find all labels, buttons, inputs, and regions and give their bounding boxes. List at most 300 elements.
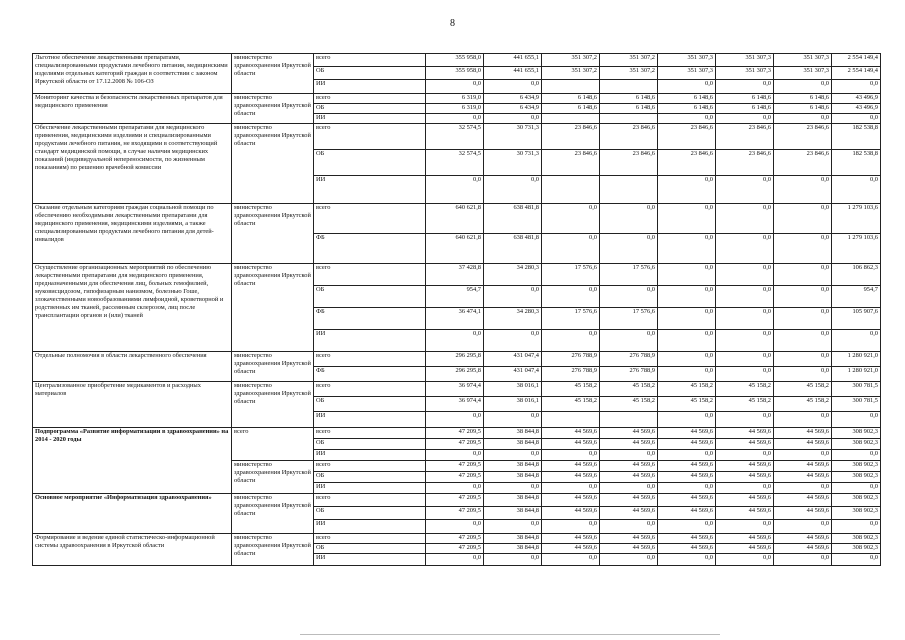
year-value-cell: 276 788,9 bbox=[542, 352, 600, 367]
year-value-cell: 0,0 bbox=[600, 520, 658, 534]
measure-name-cell: Отдельные полномочия в области лекарственного обеспечения bbox=[33, 352, 232, 382]
year-value-cell: 0,0 bbox=[716, 264, 774, 286]
year-value-cell: 0,0 bbox=[600, 330, 658, 352]
year-value-cell: 47 209,5 bbox=[426, 428, 484, 439]
year-value-cell: 17 576,6 bbox=[542, 308, 600, 330]
year-value-cell: 38 844,8 bbox=[484, 461, 542, 472]
measure-name-cell: Льготное обеспечение лекарственными препаратами, специализированными продуктами лечебного питания, медицинскими изделиями отдельных категорий граждан в соответствии с законом Иркутской области от 17.12.2008 № 106-ОЗ bbox=[33, 54, 232, 94]
year-value-cell: 44 569,6 bbox=[774, 507, 832, 520]
year-value-cell: 6 148,6 bbox=[658, 104, 716, 114]
year-value-cell: 0,0 bbox=[484, 80, 542, 94]
year-value-cell: 44 569,6 bbox=[716, 494, 774, 507]
year-value-cell: 0,0 bbox=[658, 520, 716, 534]
year-value-cell: 0,0 bbox=[716, 330, 774, 352]
year-value-cell: 38 844,8 bbox=[484, 544, 542, 554]
year-value-cell: 0,0 bbox=[716, 367, 774, 382]
year-value-cell: 45 158,2 bbox=[658, 382, 716, 397]
year-value-cell: 6 148,6 bbox=[600, 94, 658, 104]
year-value-cell: 431 047,4 bbox=[484, 367, 542, 382]
year-value-cell: 36 974,4 bbox=[426, 382, 484, 397]
year-value-cell: 47 209,5 bbox=[426, 461, 484, 472]
year-value-cell: 296 295,8 bbox=[426, 367, 484, 382]
table-row bbox=[33, 494, 881, 507]
funding-source-cell: ОБ bbox=[314, 507, 426, 520]
total-value-cell: 0,0 bbox=[832, 80, 881, 94]
total-value-cell: 0,0 bbox=[832, 450, 881, 461]
year-value-cell: 0,0 bbox=[426, 80, 484, 94]
year-value-cell: 38 844,8 bbox=[484, 507, 542, 520]
year-value-cell: 0,0 bbox=[716, 483, 774, 494]
total-value-cell: 1 280 921,0 bbox=[832, 367, 881, 382]
measure-name-cell: Оказание отдельным категориям граждан социальной помощи по обеспечению необходимыми лекарственными препаратами для медицинского применения, медицинскими изделиями, а также специализированными продуктами лечебного питания для детей-инвалидов bbox=[33, 204, 232, 264]
funding-source-cell: ОБ bbox=[314, 150, 426, 176]
total-value-cell: 0,0 bbox=[832, 176, 881, 204]
year-value-cell: 44 569,6 bbox=[716, 439, 774, 450]
year-value-cell bbox=[542, 176, 600, 204]
year-value-cell: 0,0 bbox=[600, 204, 658, 234]
year-value-cell: 0,0 bbox=[426, 412, 484, 428]
year-value-cell: 44 569,6 bbox=[658, 544, 716, 554]
funding-source-cell: всего bbox=[314, 461, 426, 472]
funding-source-cell: ФБ bbox=[314, 367, 426, 382]
year-value-cell bbox=[542, 412, 600, 428]
year-value-cell: 0,0 bbox=[600, 234, 658, 264]
year-value-cell: 44 569,6 bbox=[542, 472, 600, 483]
measure-name-cell: Подпрограмма «Развитие информатизации в здравоохранении» на 2014 - 2020 годы bbox=[33, 428, 232, 494]
year-value-cell: 638 481,8 bbox=[484, 234, 542, 264]
year-value-cell: 36 474,1 bbox=[426, 308, 484, 330]
year-value-cell: 0,0 bbox=[658, 264, 716, 286]
year-value-cell: 0,0 bbox=[484, 483, 542, 494]
year-value-cell: 0,0 bbox=[658, 352, 716, 367]
year-value-cell: 44 569,6 bbox=[716, 461, 774, 472]
year-value-cell: 0,0 bbox=[774, 286, 832, 308]
table-row bbox=[33, 534, 881, 544]
year-value-cell: 23 846,6 bbox=[658, 150, 716, 176]
year-value-cell: 44 569,6 bbox=[774, 428, 832, 439]
year-value-cell: 351 307,2 bbox=[542, 67, 600, 80]
total-value-cell: 1 279 103,6 bbox=[832, 234, 881, 264]
year-value-cell: 0,0 bbox=[774, 520, 832, 534]
year-value-cell bbox=[542, 114, 600, 124]
year-value-cell: 44 569,6 bbox=[774, 472, 832, 483]
year-value-cell: 45 158,2 bbox=[600, 382, 658, 397]
year-value-cell: 34 280,3 bbox=[484, 308, 542, 330]
year-value-cell: 32 574,5 bbox=[426, 124, 484, 150]
year-value-cell: 44 569,6 bbox=[600, 439, 658, 450]
executor-cell: министерство здравоохранения Иркутской области bbox=[232, 124, 314, 204]
total-value-cell: 43 496,9 bbox=[832, 94, 881, 104]
funding-source-cell: ОБ bbox=[314, 439, 426, 450]
year-value-cell: 0,0 bbox=[658, 450, 716, 461]
year-value-cell: 45 158,2 bbox=[542, 382, 600, 397]
year-value-cell: 44 569,6 bbox=[774, 534, 832, 544]
year-value-cell: 0,0 bbox=[658, 80, 716, 94]
year-value-cell: 44 569,6 bbox=[600, 507, 658, 520]
year-value-cell: 0,0 bbox=[774, 367, 832, 382]
year-value-cell: 45 158,2 bbox=[774, 397, 832, 412]
year-value-cell bbox=[600, 114, 658, 124]
measure-name-cell: Обеспечение лекарственными препаратами для медицинского применения, медицинскими изделиями и специализированными продуктами лечебного питания, не входящими в соответствующий стандарт медицинской помощи, в случае наличия медицинских показаний (индивидуальной непереносимости, по жизненным показаниям) по решению врачебной комиссии bbox=[33, 124, 232, 204]
year-value-cell: 32 574,5 bbox=[426, 150, 484, 176]
total-value-cell: 43 496,9 bbox=[832, 104, 881, 114]
total-value-cell: 308 902,3 bbox=[832, 461, 881, 472]
year-value-cell: 47 209,5 bbox=[426, 472, 484, 483]
executor-cell: министерство здравоохранения Иркутской области bbox=[232, 264, 314, 352]
total-value-cell: 1 280 921,0 bbox=[832, 352, 881, 367]
year-value-cell: 44 569,6 bbox=[542, 507, 600, 520]
year-value-cell: 44 569,6 bbox=[600, 461, 658, 472]
year-value-cell: 0,0 bbox=[716, 412, 774, 428]
funding-source-cell: ФБ bbox=[314, 308, 426, 330]
year-value-cell: 0,0 bbox=[484, 176, 542, 204]
total-value-cell: 308 902,3 bbox=[832, 534, 881, 544]
year-value-cell: 0,0 bbox=[426, 450, 484, 461]
year-value-cell: 0,0 bbox=[600, 483, 658, 494]
year-value-cell: 44 569,6 bbox=[542, 534, 600, 544]
year-value-cell: 355 958,0 bbox=[426, 54, 484, 67]
year-value-cell: 0,0 bbox=[716, 234, 774, 264]
year-value-cell: 0,0 bbox=[658, 204, 716, 234]
year-value-cell: 355 958,0 bbox=[426, 67, 484, 80]
year-value-cell: 47 209,5 bbox=[426, 544, 484, 554]
year-value-cell: 44 569,6 bbox=[600, 534, 658, 544]
total-value-cell: 300 781,5 bbox=[832, 382, 881, 397]
year-value-cell: 6 148,6 bbox=[716, 104, 774, 114]
total-value-cell: 105 907,6 bbox=[832, 308, 881, 330]
year-value-cell: 30 731,3 bbox=[484, 124, 542, 150]
funding-source-cell: ИИ bbox=[314, 114, 426, 124]
year-value-cell: 351 307,3 bbox=[774, 67, 832, 80]
funding-source-cell: ОБ bbox=[314, 397, 426, 412]
year-value-cell: 0,0 bbox=[774, 114, 832, 124]
year-value-cell: 0,0 bbox=[658, 286, 716, 308]
funding-source-cell: ИИ bbox=[314, 176, 426, 204]
year-value-cell: 44 569,6 bbox=[542, 439, 600, 450]
year-value-cell: 44 569,6 bbox=[542, 461, 600, 472]
year-value-cell: 6 148,6 bbox=[774, 104, 832, 114]
year-value-cell: 0,0 bbox=[542, 286, 600, 308]
year-value-cell: 38 016,1 bbox=[484, 382, 542, 397]
year-value-cell: 0,0 bbox=[774, 554, 832, 566]
year-value-cell: 6 434,9 bbox=[484, 104, 542, 114]
year-value-cell bbox=[600, 412, 658, 428]
year-value-cell: 44 569,6 bbox=[658, 494, 716, 507]
year-value-cell: 44 569,6 bbox=[774, 494, 832, 507]
total-value-cell: 0,0 bbox=[832, 114, 881, 124]
year-value-cell: 276 788,9 bbox=[542, 367, 600, 382]
measure-name-cell: Осуществление организационных мероприятий по обеспечению лекарственными препаратами для медицинского применения, предназначенными для обеспечения лиц, больных гемофилией, муковисцидозом, гипофизарным нанизмом, болезнью Гоше, злокачественными новообразованиями лимфоидной, кроветворной и родственных им тканей, рассеянным склерозом, лиц после трансплантации органов и (или) тканей bbox=[33, 264, 232, 352]
funding-source-cell: всего bbox=[314, 428, 426, 439]
year-value-cell: 0,0 bbox=[484, 554, 542, 566]
total-value-cell: 954,7 bbox=[832, 286, 881, 308]
year-value-cell: 441 655,1 bbox=[484, 67, 542, 80]
year-value-cell: 45 158,2 bbox=[774, 382, 832, 397]
year-value-cell: 30 731,3 bbox=[484, 150, 542, 176]
total-value-cell: 0,0 bbox=[832, 520, 881, 534]
year-value-cell: 44 569,6 bbox=[542, 428, 600, 439]
executor-cell: министерство здравоохранения Иркутской области bbox=[232, 54, 314, 94]
total-value-cell: 300 781,5 bbox=[832, 397, 881, 412]
year-value-cell: 0,0 bbox=[426, 176, 484, 204]
total-value-cell: 308 902,3 bbox=[832, 472, 881, 483]
year-value-cell: 47 209,5 bbox=[426, 507, 484, 520]
total-value-cell: 182 538,8 bbox=[832, 150, 881, 176]
measure-name-cell: Формирование и ведение единой статистическо-информационной системы здравоохранения в Иркутской области bbox=[33, 534, 232, 566]
year-value-cell: 0,0 bbox=[658, 367, 716, 382]
year-value-cell: 0,0 bbox=[716, 286, 774, 308]
year-value-cell: 0,0 bbox=[716, 450, 774, 461]
year-value-cell: 47 209,5 bbox=[426, 494, 484, 507]
budget-table bbox=[32, 53, 881, 566]
year-value-cell: 0,0 bbox=[658, 330, 716, 352]
funding-source-cell: ОБ bbox=[314, 104, 426, 114]
total-value-cell: 2 554 149,4 bbox=[832, 54, 881, 67]
funding-source-cell: ИИ bbox=[314, 80, 426, 94]
executor-cell: министерство здравоохранения Иркутской области bbox=[232, 352, 314, 382]
table-row bbox=[33, 382, 881, 397]
year-value-cell: 0,0 bbox=[658, 554, 716, 566]
funding-source-cell: ИИ bbox=[314, 554, 426, 566]
year-value-cell: 38 844,8 bbox=[484, 534, 542, 544]
table-row bbox=[33, 124, 881, 150]
total-value-cell: 0,0 bbox=[832, 412, 881, 428]
funding-source-cell: ИИ bbox=[314, 520, 426, 534]
year-value-cell: 351 307,2 bbox=[600, 67, 658, 80]
year-value-cell: 23 846,6 bbox=[716, 124, 774, 150]
table-row bbox=[33, 204, 881, 234]
year-value-cell: 23 846,6 bbox=[542, 124, 600, 150]
year-value-cell: 37 428,8 bbox=[426, 264, 484, 286]
year-value-cell: 45 158,2 bbox=[658, 397, 716, 412]
executor-cell: министерство здравоохранения Иркутской области bbox=[232, 382, 314, 428]
year-value-cell: 0,0 bbox=[542, 450, 600, 461]
year-value-cell: 0,0 bbox=[774, 308, 832, 330]
year-value-cell: 0,0 bbox=[774, 264, 832, 286]
executor-cell: министерство здравоохранения Иркутской области bbox=[232, 534, 314, 566]
year-value-cell: 23 846,6 bbox=[542, 150, 600, 176]
funding-source-cell: всего bbox=[314, 264, 426, 286]
year-value-cell: 0,0 bbox=[542, 330, 600, 352]
total-value-cell: 1 279 103,6 bbox=[832, 204, 881, 234]
funding-source-cell: ИИ bbox=[314, 483, 426, 494]
year-value-cell: 351 307,3 bbox=[716, 54, 774, 67]
year-value-cell: 44 569,6 bbox=[774, 439, 832, 450]
year-value-cell: 38 016,1 bbox=[484, 397, 542, 412]
year-value-cell: 0,0 bbox=[716, 308, 774, 330]
year-value-cell: 38 844,8 bbox=[484, 494, 542, 507]
year-value-cell: 44 569,6 bbox=[600, 494, 658, 507]
year-value-cell: 0,0 bbox=[426, 114, 484, 124]
executor-cell: министерство здравоохранения Иркутской области bbox=[232, 494, 314, 534]
funding-source-cell: всего bbox=[314, 382, 426, 397]
year-value-cell: 351 307,2 bbox=[600, 54, 658, 67]
year-value-cell: 0,0 bbox=[600, 554, 658, 566]
year-value-cell: 44 569,6 bbox=[658, 461, 716, 472]
year-value-cell: 44 569,6 bbox=[774, 544, 832, 554]
year-value-cell: 17 576,6 bbox=[542, 264, 600, 286]
year-value-cell: 0,0 bbox=[484, 114, 542, 124]
year-value-cell: 38 844,8 bbox=[484, 428, 542, 439]
table-body bbox=[33, 54, 881, 566]
year-value-cell: 0,0 bbox=[774, 176, 832, 204]
year-value-cell: 441 655,1 bbox=[484, 54, 542, 67]
total-value-cell: 308 902,3 bbox=[832, 507, 881, 520]
year-value-cell: 0,0 bbox=[542, 520, 600, 534]
year-value-cell: 44 569,6 bbox=[658, 472, 716, 483]
year-value-cell: 45 158,2 bbox=[716, 397, 774, 412]
executor-cell: министерство здравоохранения Иркутской области bbox=[232, 204, 314, 264]
page-number: 8 bbox=[450, 18, 455, 29]
table-row bbox=[33, 352, 881, 367]
year-value-cell: 44 569,6 bbox=[542, 494, 600, 507]
year-value-cell: 44 569,6 bbox=[658, 507, 716, 520]
year-value-cell: 0,0 bbox=[600, 286, 658, 308]
year-value-cell: 6 148,6 bbox=[542, 94, 600, 104]
year-value-cell: 0,0 bbox=[658, 308, 716, 330]
year-value-cell: 0,0 bbox=[658, 483, 716, 494]
year-value-cell: 0,0 bbox=[658, 176, 716, 204]
funding-source-cell: всего bbox=[314, 534, 426, 544]
year-value-cell: 6 148,6 bbox=[716, 94, 774, 104]
year-value-cell bbox=[600, 176, 658, 204]
table-row bbox=[33, 264, 881, 286]
year-value-cell bbox=[600, 80, 658, 94]
year-value-cell: 36 974,4 bbox=[426, 397, 484, 412]
year-value-cell: 6 148,6 bbox=[542, 104, 600, 114]
year-value-cell: 23 846,6 bbox=[716, 150, 774, 176]
executor-cell: министерство здравоохранения Иркутской области bbox=[232, 94, 314, 124]
year-value-cell: 23 846,6 bbox=[658, 124, 716, 150]
year-value-cell: 0,0 bbox=[484, 520, 542, 534]
table-row bbox=[33, 54, 881, 67]
year-value-cell: 276 788,9 bbox=[600, 352, 658, 367]
year-value-cell: 44 569,6 bbox=[600, 544, 658, 554]
measure-name-cell: Мониторинг качества и безопасности лекарственных препаратов для медицинского применения bbox=[33, 94, 232, 124]
year-value-cell: 0,0 bbox=[426, 483, 484, 494]
year-value-cell: 0,0 bbox=[774, 412, 832, 428]
year-value-cell: 0,0 bbox=[658, 114, 716, 124]
year-value-cell: 44 569,6 bbox=[542, 544, 600, 554]
year-value-cell: 0,0 bbox=[774, 204, 832, 234]
year-value-cell: 6 148,6 bbox=[658, 94, 716, 104]
year-value-cell: 23 846,6 bbox=[774, 150, 832, 176]
year-value-cell: 640 621,8 bbox=[426, 234, 484, 264]
year-value-cell: 45 158,2 bbox=[600, 397, 658, 412]
year-value-cell: 44 569,6 bbox=[658, 534, 716, 544]
table-row bbox=[33, 94, 881, 104]
year-value-cell: 44 569,6 bbox=[658, 428, 716, 439]
total-value-cell: 0,0 bbox=[832, 330, 881, 352]
year-value-cell: 44 569,6 bbox=[716, 544, 774, 554]
total-value-cell: 0,0 bbox=[832, 483, 881, 494]
funding-source-cell: ИИ bbox=[314, 330, 426, 352]
executor-cell: министерство здравоохранения Иркутской области bbox=[232, 461, 314, 494]
year-value-cell: 0,0 bbox=[716, 554, 774, 566]
year-value-cell: 44 569,6 bbox=[658, 439, 716, 450]
year-value-cell: 34 280,3 bbox=[484, 264, 542, 286]
year-value-cell: 0,0 bbox=[716, 520, 774, 534]
total-value-cell: 308 902,3 bbox=[832, 428, 881, 439]
year-value-cell: 638 481,8 bbox=[484, 204, 542, 234]
funding-source-cell: всего bbox=[314, 54, 426, 67]
year-value-cell: 0,0 bbox=[774, 483, 832, 494]
measure-name-cell: Основное мероприятие «Информатизация здравоохранения» bbox=[33, 494, 232, 534]
total-value-cell: 0,0 bbox=[832, 554, 881, 566]
funding-source-cell: всего bbox=[314, 204, 426, 234]
year-value-cell: 0,0 bbox=[484, 330, 542, 352]
year-value-cell: 45 158,2 bbox=[716, 382, 774, 397]
total-value-cell: 106 862,3 bbox=[832, 264, 881, 286]
year-value-cell: 6 434,9 bbox=[484, 94, 542, 104]
year-value-cell: 6 148,6 bbox=[600, 104, 658, 114]
funding-source-cell: ИИ bbox=[314, 412, 426, 428]
year-value-cell: 38 844,8 bbox=[484, 472, 542, 483]
year-value-cell: 351 307,3 bbox=[716, 67, 774, 80]
year-value-cell: 431 047,4 bbox=[484, 352, 542, 367]
year-value-cell: 6 148,6 bbox=[774, 94, 832, 104]
year-value-cell: 0,0 bbox=[658, 412, 716, 428]
total-value-cell: 308 902,3 bbox=[832, 439, 881, 450]
year-value-cell: 0,0 bbox=[774, 80, 832, 94]
year-value-cell: 0,0 bbox=[774, 352, 832, 367]
year-value-cell: 0,0 bbox=[716, 114, 774, 124]
funding-source-cell: ИИ bbox=[314, 450, 426, 461]
year-value-cell: 44 569,6 bbox=[716, 472, 774, 483]
year-value-cell bbox=[542, 80, 600, 94]
year-value-cell: 0,0 bbox=[600, 450, 658, 461]
year-value-cell: 0,0 bbox=[716, 176, 774, 204]
year-value-cell: 23 846,6 bbox=[600, 124, 658, 150]
year-value-cell: 0,0 bbox=[542, 204, 600, 234]
year-value-cell: 44 569,6 bbox=[716, 428, 774, 439]
year-value-cell: 0,0 bbox=[542, 554, 600, 566]
total-value-cell: 308 902,3 bbox=[832, 494, 881, 507]
year-value-cell: 0,0 bbox=[426, 330, 484, 352]
year-value-cell: 44 569,6 bbox=[600, 428, 658, 439]
funding-source-cell: ОБ bbox=[314, 286, 426, 308]
total-value-cell: 308 902,3 bbox=[832, 544, 881, 554]
year-value-cell: 351 307,3 bbox=[658, 54, 716, 67]
year-value-cell: 45 158,2 bbox=[542, 397, 600, 412]
funding-source-cell: ОБ bbox=[314, 67, 426, 80]
funding-source-cell: всего bbox=[314, 124, 426, 150]
year-value-cell: 0,0 bbox=[484, 450, 542, 461]
year-value-cell: 0,0 bbox=[774, 330, 832, 352]
year-value-cell: 0,0 bbox=[542, 234, 600, 264]
year-value-cell: 0,0 bbox=[484, 286, 542, 308]
total-value-cell: 2 554 149,4 bbox=[832, 67, 881, 80]
year-value-cell: 0,0 bbox=[774, 234, 832, 264]
year-value-cell: 6 319,0 bbox=[426, 104, 484, 114]
measure-name-cell: Централизованное приобретение медикаментов и расходных материалов bbox=[33, 382, 232, 428]
funding-source-cell: ОБ bbox=[314, 472, 426, 483]
year-value-cell: 23 846,6 bbox=[600, 150, 658, 176]
year-value-cell: 17 576,6 bbox=[600, 264, 658, 286]
year-value-cell: 44 569,6 bbox=[716, 507, 774, 520]
year-value-cell: 47 209,5 bbox=[426, 534, 484, 544]
total-value-cell: 182 538,8 bbox=[832, 124, 881, 150]
year-value-cell: 0,0 bbox=[542, 483, 600, 494]
funding-source-cell: всего bbox=[314, 494, 426, 507]
year-value-cell: 0,0 bbox=[658, 234, 716, 264]
year-value-cell: 0,0 bbox=[716, 352, 774, 367]
year-value-cell: 0,0 bbox=[426, 554, 484, 566]
funding-source-cell: всего bbox=[314, 94, 426, 104]
year-value-cell: 351 307,2 bbox=[542, 54, 600, 67]
year-value-cell: 23 846,6 bbox=[774, 124, 832, 150]
year-value-cell: 0,0 bbox=[774, 450, 832, 461]
